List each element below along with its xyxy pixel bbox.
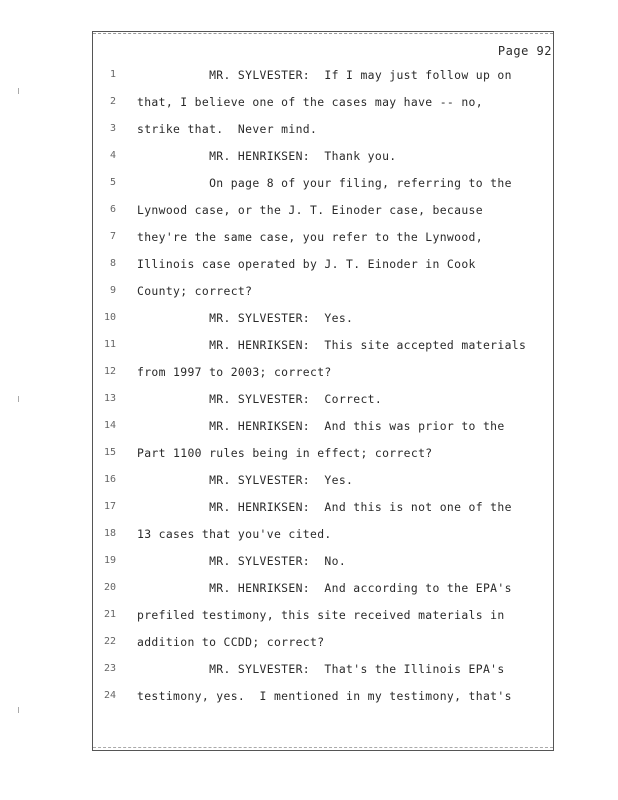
transcript-line: MR. SYLVESTER: Yes. xyxy=(137,473,354,487)
line-number: 14 xyxy=(103,420,116,431)
page-number: Page 92 xyxy=(497,44,552,58)
transcript-line: On page 8 of your filing, referring to the xyxy=(137,176,512,190)
line-number: 17 xyxy=(103,501,116,512)
line-number: 8 xyxy=(109,258,116,269)
line-number: 19 xyxy=(103,555,116,566)
line-number: 1 xyxy=(109,69,116,80)
line-number: 2 xyxy=(109,96,116,107)
transcript-line: Illinois case operated by J. T. Einoder in Cook xyxy=(137,257,476,271)
transcript-line: MR. HENRIKSEN: And this was prior to the xyxy=(137,419,505,433)
line-number: 24 xyxy=(103,690,116,701)
transcript-line: County; correct? xyxy=(137,284,253,298)
transcript-line: 13 cases that you've cited. xyxy=(137,527,332,541)
transcript-line: MR. HENRIKSEN: Thank you. xyxy=(137,149,397,163)
transcript-line: prefiled testimony, this site received materials in xyxy=(137,608,505,622)
transcript-line: MR. SYLVESTER: Yes. xyxy=(137,311,354,325)
line-number: 22 xyxy=(103,636,116,647)
line-number: 21 xyxy=(103,609,116,620)
line-number: 16 xyxy=(103,474,116,485)
line-number: 13 xyxy=(103,393,116,404)
transcript-line: strike that. Never mind. xyxy=(137,122,318,136)
line-number: 12 xyxy=(103,366,116,377)
margin-mark xyxy=(18,396,22,402)
transcript-line: testimony, yes. I mentioned in my testimony, that's xyxy=(137,689,512,703)
transcript-line: MR. SYLVESTER: Correct. xyxy=(137,392,383,406)
line-number: 4 xyxy=(109,150,116,161)
margin-mark xyxy=(18,88,22,94)
transcript-line: that, I believe one of the cases may have -- no, xyxy=(137,95,483,109)
transcript-line: MR. SYLVESTER: No. xyxy=(137,554,347,568)
line-number: 10 xyxy=(103,312,116,323)
transcript-line: Part 1100 rules being in effect; correct? xyxy=(137,446,433,460)
line-number: 3 xyxy=(109,123,116,134)
line-number: 6 xyxy=(109,204,116,215)
transcript-line: MR. HENRIKSEN: And according to the EPA's xyxy=(137,581,512,595)
line-number: 7 xyxy=(109,231,116,242)
margin-mark xyxy=(18,707,22,713)
transcript-line: MR. HENRIKSEN: And this is not one of the xyxy=(137,500,512,514)
transcript-line: from 1997 to 2003; correct? xyxy=(137,365,332,379)
transcript-line: they're the same case, you refer to the Lynwood, xyxy=(137,230,483,244)
line-number: 23 xyxy=(103,663,116,674)
transcript-line: Lynwood case, or the J. T. Einoder case, because xyxy=(137,203,483,217)
transcript-line: MR. HENRIKSEN: This site accepted materials xyxy=(137,338,527,352)
transcript-line: MR. SYLVESTER: That's the Illinois EPA's xyxy=(137,662,505,676)
line-number: 5 xyxy=(109,177,116,188)
line-number: 9 xyxy=(109,285,116,296)
line-number: 18 xyxy=(103,528,116,539)
line-number: 15 xyxy=(103,447,116,458)
line-number: 11 xyxy=(103,339,116,350)
transcript-line: MR. SYLVESTER: If I may just follow up on xyxy=(137,68,512,82)
line-number: 20 xyxy=(103,582,116,593)
transcript-line: addition to CCDD; correct? xyxy=(137,635,325,649)
